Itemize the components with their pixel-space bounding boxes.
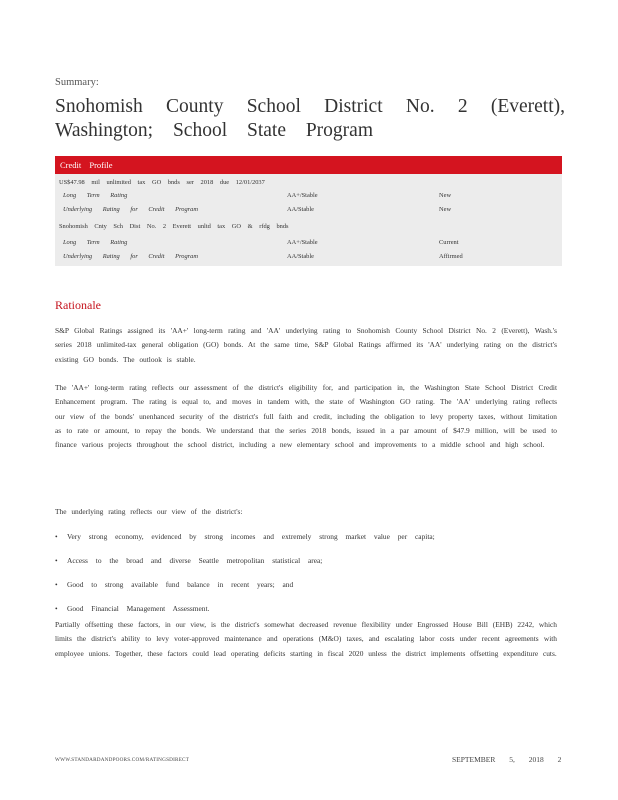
- row-status: New: [439, 206, 452, 213]
- row-label: Underlying Rating for Credit Program: [63, 253, 198, 260]
- row-label: Snohomish Cnty Sch Dist No. 2 Everett unltd tax GO & rfdg bnds: [59, 223, 289, 230]
- rationale-heading: Rationale: [55, 298, 101, 312]
- credit-profile-table: [55, 174, 562, 266]
- list-item-text: Good Financial Management Assessment.: [67, 604, 210, 613]
- row-label: US$47.98 mil unlimited tax GO bnds ser 2018 due 12/01/2037: [59, 179, 265, 186]
- table-row: [55, 190, 562, 201]
- list-item-text: Good to strong available fund balance in recent years; and: [67, 580, 294, 589]
- footer-date: SEPTEMBER 5, 2018: [452, 755, 544, 764]
- table-row: [55, 251, 562, 262]
- title-line-2: Washington; School State Program: [55, 120, 373, 141]
- page-title: [55, 95, 565, 143]
- bullet-icon: •: [55, 532, 58, 541]
- row-rating: AA+/Stable: [287, 239, 318, 246]
- credit-profile-header: Credit Profile: [55, 156, 562, 174]
- list-item: [55, 578, 555, 602]
- summary-label: Summary:: [55, 77, 99, 88]
- rationale-paragraph-3: The underlying rating reflects our view of the district's:: [55, 507, 243, 516]
- strengths-list: [55, 530, 555, 626]
- bullet-icon: •: [55, 580, 58, 589]
- list-item-text: Very strong economy, evidenced by strong incomes and extremely strong market value per capita;: [67, 532, 435, 541]
- footer-date-page: [452, 755, 561, 764]
- bullet-icon: •: [55, 604, 58, 613]
- table-row: [55, 221, 562, 232]
- row-status: Affirmed: [439, 253, 463, 260]
- list-item-text: Access to the broad and diverse Seattle metropolitan statistical area;: [67, 556, 323, 565]
- row-label: Underlying Rating for Credit Program: [63, 206, 198, 213]
- list-item: [55, 554, 555, 578]
- row-rating: AA/Stable: [287, 206, 314, 213]
- row-label: Long Term Rating: [63, 192, 128, 199]
- rationale-paragraph-2: The 'AA+' long-term rating reflects our assessment of the district's eligibility for, and participation in, the Washington State School District Credit Enhancement program. The rating is equal to, and moves in tandem with, the state of Washington GO rating. The 'AA' underlying rating reflects our view of the bonds' unenhanced security of the district's full faith and credit, including the obligation to levy property taxes, without limitation as to rate or amount, to repay the bonds. We understand that the series 2018 bonds, issued in a par amount of $47.9 million, will be used to finance various projects throughout the school district, including a new elementary school and improvements to a middle school and high school.: [55, 383, 557, 450]
- row-rating: AA+/Stable: [287, 192, 318, 199]
- list-item: [55, 530, 555, 554]
- row-rating: AA/Stable: [287, 253, 314, 260]
- title-line-1: Snohomish County School District No. 2 (Everett),: [55, 96, 565, 117]
- bullet-icon: •: [55, 556, 58, 565]
- footer-url: WWW.STANDARDANDPOORS.COM/RATINGSDIRECT: [55, 757, 190, 763]
- rationale-paragraph-4: Partially offsetting these factors, in our view, is the district's somewhat decreased revenue flexibility under Engrossed House Bill (EHB) 2242, which limits the district's ability to levy voter-approved maintenance and operations (M&O) taxes, and escalating labor costs under recent agreements with employee unions. Together, these factors could lead operating deficits starting in fiscal 2020 unless the district implements offsetting expenditure cuts.: [55, 620, 557, 658]
- table-row: [55, 237, 562, 248]
- page-number: 2: [557, 755, 562, 764]
- rationale-paragraph-1: S&P Global Ratings assigned its 'AA+' long-term rating and 'AA' underlying rating to Snohomish County School District No. 2 (Everett), Wash.'s series 2018 unlimited-tax general obligation (GO) bonds. At the same time, S&P Global Ratings affirmed its 'AA' underlying rating on the district's existing GO bonds. The outlook is stable.: [55, 326, 557, 364]
- row-status: Current: [439, 239, 459, 246]
- row-label: Long Term Rating: [63, 239, 128, 246]
- table-row: [55, 204, 562, 215]
- row-status: New: [439, 192, 452, 199]
- table-row: [55, 177, 562, 188]
